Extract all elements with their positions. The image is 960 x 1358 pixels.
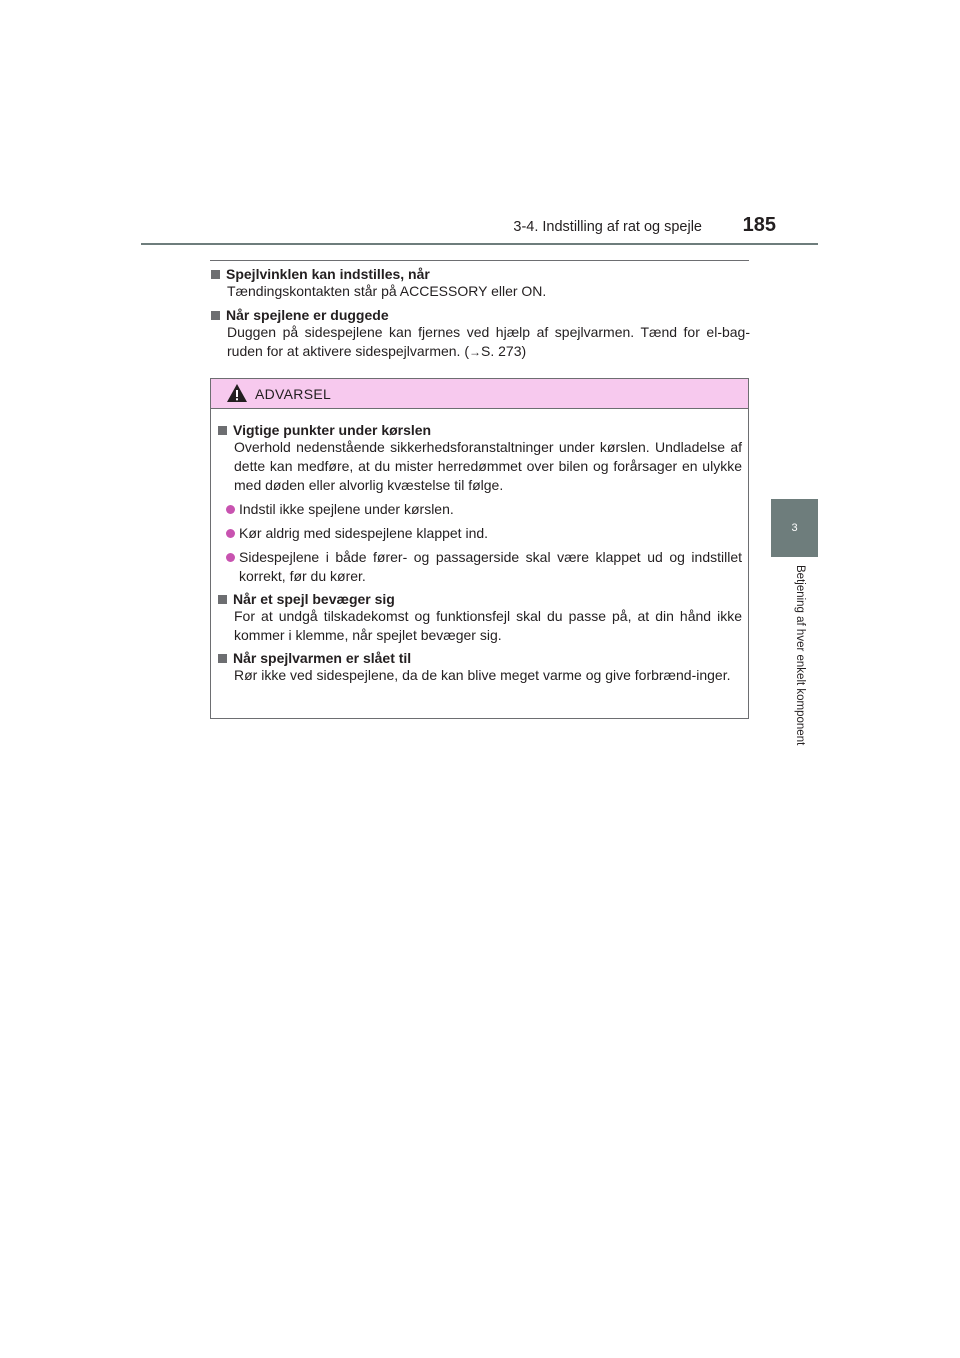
chapter-side-label (794, 565, 806, 795)
bullet-text: Indstil ikke spejlene under kørslen. (239, 501, 454, 517)
square-bullet-icon (218, 595, 227, 604)
warning-item-heading (217, 650, 742, 666)
bullet-text: Sidespejlene i både fører- og passagerside skal være klappet ud og indstillet korrekt, før du kører. (239, 549, 742, 584)
warning-item (217, 591, 742, 645)
chapter-tab: 3 (771, 499, 818, 557)
warning-item-text: Rør ikke ved sidespejlene, da de kan blive meget varme og give forbrænd-inger. (234, 667, 731, 683)
round-bullet-icon (226, 505, 235, 514)
section-text-part: Duggen på sidespejlene kan fjernes ved hjælp af spejlvarmen. Tænd for el-bag-ruden for at aktivere sidespejlvarmen. ( (227, 324, 750, 359)
warning-item-text: Overhold nedenstående sikkerhedsforanstaltninger under kørslen. Undladelse af dette kan medføre, at du mister herredømmet over bilen og forårsager en ulykke med døden eller alvorlig kvæstelse til følge. (234, 439, 742, 493)
section-angle (210, 266, 750, 301)
warning-triangle-icon (226, 383, 248, 403)
arrow-right-icon: → (469, 345, 481, 359)
warning-item-title: Vigtige punkter under kørslen (233, 422, 432, 438)
warning-title: ADVARSEL (255, 386, 332, 402)
square-bullet-icon (211, 270, 220, 279)
warning-item-heading (217, 422, 742, 438)
round-bullet-icon (226, 529, 235, 538)
warning-item (217, 422, 742, 586)
header-divider (141, 243, 818, 245)
warning-item-heading (217, 591, 742, 607)
warning-item-text: For at undgå tilskadekomst og funktionsfejl skal du passe på, at din hånd ikke kommer i klemme, når spejlet bevæger sig. (234, 608, 742, 643)
square-bullet-icon (218, 654, 227, 663)
warning-item-title: Når spejlvarmen er slået til (233, 650, 412, 666)
warning-item (217, 650, 742, 685)
section-heading (210, 307, 750, 323)
section-title: Når spejlene er duggede (226, 307, 389, 323)
page-reference: S. 273) (481, 343, 527, 359)
chapter-title: Betjening af hver enkelt komponent (794, 565, 806, 746)
page-number: 185 (742, 214, 776, 236)
section-text: Tændingskontakten står på ACCESSORY eller ON. (227, 283, 547, 299)
warning-body (211, 409, 748, 685)
round-bullet-icon (226, 553, 235, 562)
warning-item-title: Når et spejl bevæger sig (233, 591, 395, 607)
bullet-text: Kør aldrig med sidespejlene klappet ind. (239, 525, 489, 541)
section-title: Spejlvinklen kan indstilles, når (226, 266, 430, 282)
warning-box (210, 378, 749, 719)
header-section-title: 3-4. Indstilling af rat og spejle (513, 219, 702, 235)
bullet-item (226, 524, 742, 543)
warning-header (211, 379, 748, 409)
content-divider (210, 260, 749, 261)
section-text (227, 323, 750, 362)
square-bullet-icon (211, 311, 220, 320)
bullet-item (226, 500, 742, 519)
bullet-item (226, 548, 742, 586)
main-content (210, 266, 750, 368)
square-bullet-icon (218, 426, 227, 435)
section-heading (210, 266, 750, 282)
section-fog (210, 307, 750, 362)
